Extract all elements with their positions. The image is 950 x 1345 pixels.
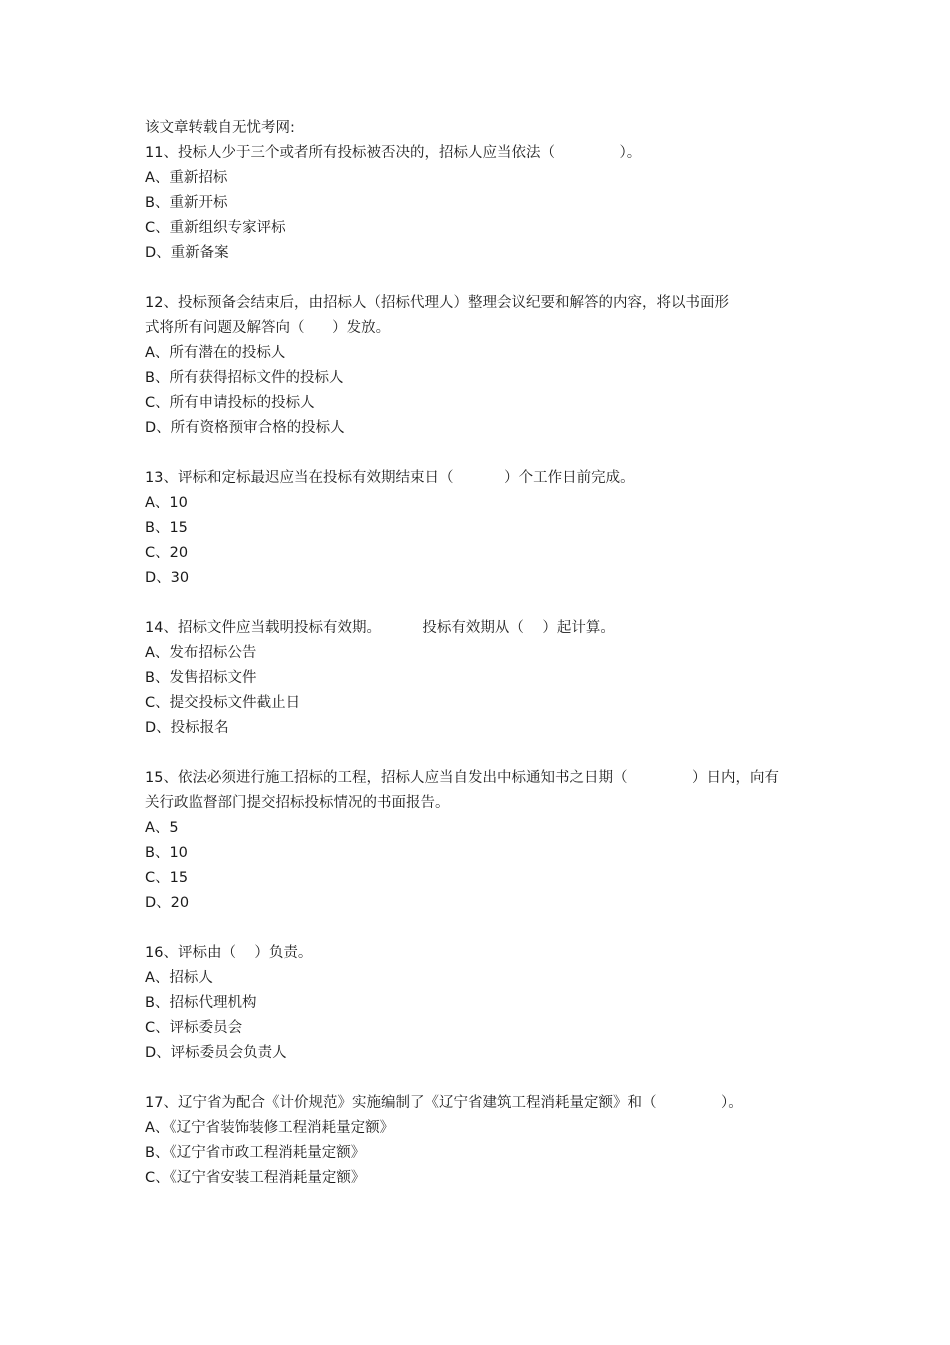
- question-14: [145, 616, 825, 741]
- question-text: 14、招标文件应当载明投标有效期。 投标有效期从（ ）起计算。: [145, 620, 615, 636]
- question-13: [145, 466, 825, 591]
- option-c: C、所有申请投标的投标人: [145, 395, 315, 411]
- option-b: B、招标代理机构: [145, 995, 257, 1011]
- source-note: 该文章转载自无忧考网:: [145, 120, 295, 136]
- question-12: [145, 291, 825, 441]
- option-b: B、发售招标文件: [145, 670, 257, 686]
- question-15: [145, 766, 825, 916]
- option-d: D、30: [145, 570, 190, 586]
- option-b: B、重新开标: [145, 195, 228, 211]
- option-a: A、招标人: [145, 970, 213, 986]
- question-text-continued: 式将所有问题及解答向（ ）发放。: [145, 320, 391, 336]
- option-d: D、重新备案: [145, 245, 229, 261]
- question-17: [145, 1091, 825, 1191]
- question-text: 13、评标和定标最迟应当在投标有效期结束日（ ）个工作日前完成。: [145, 470, 635, 486]
- question-text: 12、投标预备会结束后，由招标人（招标代理人）整理会议纪要和解答的内容，将以书面形: [145, 295, 729, 311]
- option-c: C、评标委员会: [145, 1020, 243, 1036]
- question-text-continued: 关行政监督部门提交招标投标情况的书面报告。: [145, 795, 450, 811]
- question-11: [145, 141, 825, 266]
- option-c: C、提交投标文件截止日: [145, 695, 301, 711]
- option-a: A、《辽宁省装饰装修工程消耗量定额》: [145, 1120, 395, 1136]
- question-text: 15、依法必须进行施工招标的工程，招标人应当自发出中标通知书之日期（ ）日内，向有: [145, 770, 779, 786]
- option-a: A、10: [145, 495, 188, 511]
- option-c: C、《辽宁省安装工程消耗量定额》: [145, 1170, 366, 1186]
- option-a: A、5: [145, 820, 179, 836]
- option-c: C、15: [145, 870, 189, 886]
- option-c: C、20: [145, 545, 189, 561]
- document-content: [145, 116, 825, 1216]
- option-a: A、重新招标: [145, 170, 228, 186]
- option-b: B、15: [145, 520, 188, 536]
- option-d: D、评标委员会负责人: [145, 1045, 287, 1061]
- option-d: D、投标报名: [145, 720, 229, 736]
- option-b: B、《辽宁省市政工程消耗量定额》: [145, 1145, 366, 1161]
- question-text: 11、投标人少于三个或者所有投标被否决的，招标人应当依法（ ）。: [145, 145, 642, 161]
- option-b: B、10: [145, 845, 188, 861]
- option-a: A、所有潜在的投标人: [145, 345, 286, 361]
- option-d: D、所有资格预审合格的投标人: [145, 420, 345, 436]
- question-text: 16、评标由（ ）负责。: [145, 945, 313, 961]
- option-a: A、发布招标公告: [145, 645, 257, 661]
- question-text: 17、辽宁省为配合《计价规范》实施编制了《辽宁省建筑工程消耗量定额》和（ ）。: [145, 1095, 743, 1111]
- option-b: B、所有获得招标文件的投标人: [145, 370, 344, 386]
- option-d: D、20: [145, 895, 190, 911]
- question-16: [145, 941, 825, 1066]
- option-c: C、重新组织专家评标: [145, 220, 286, 236]
